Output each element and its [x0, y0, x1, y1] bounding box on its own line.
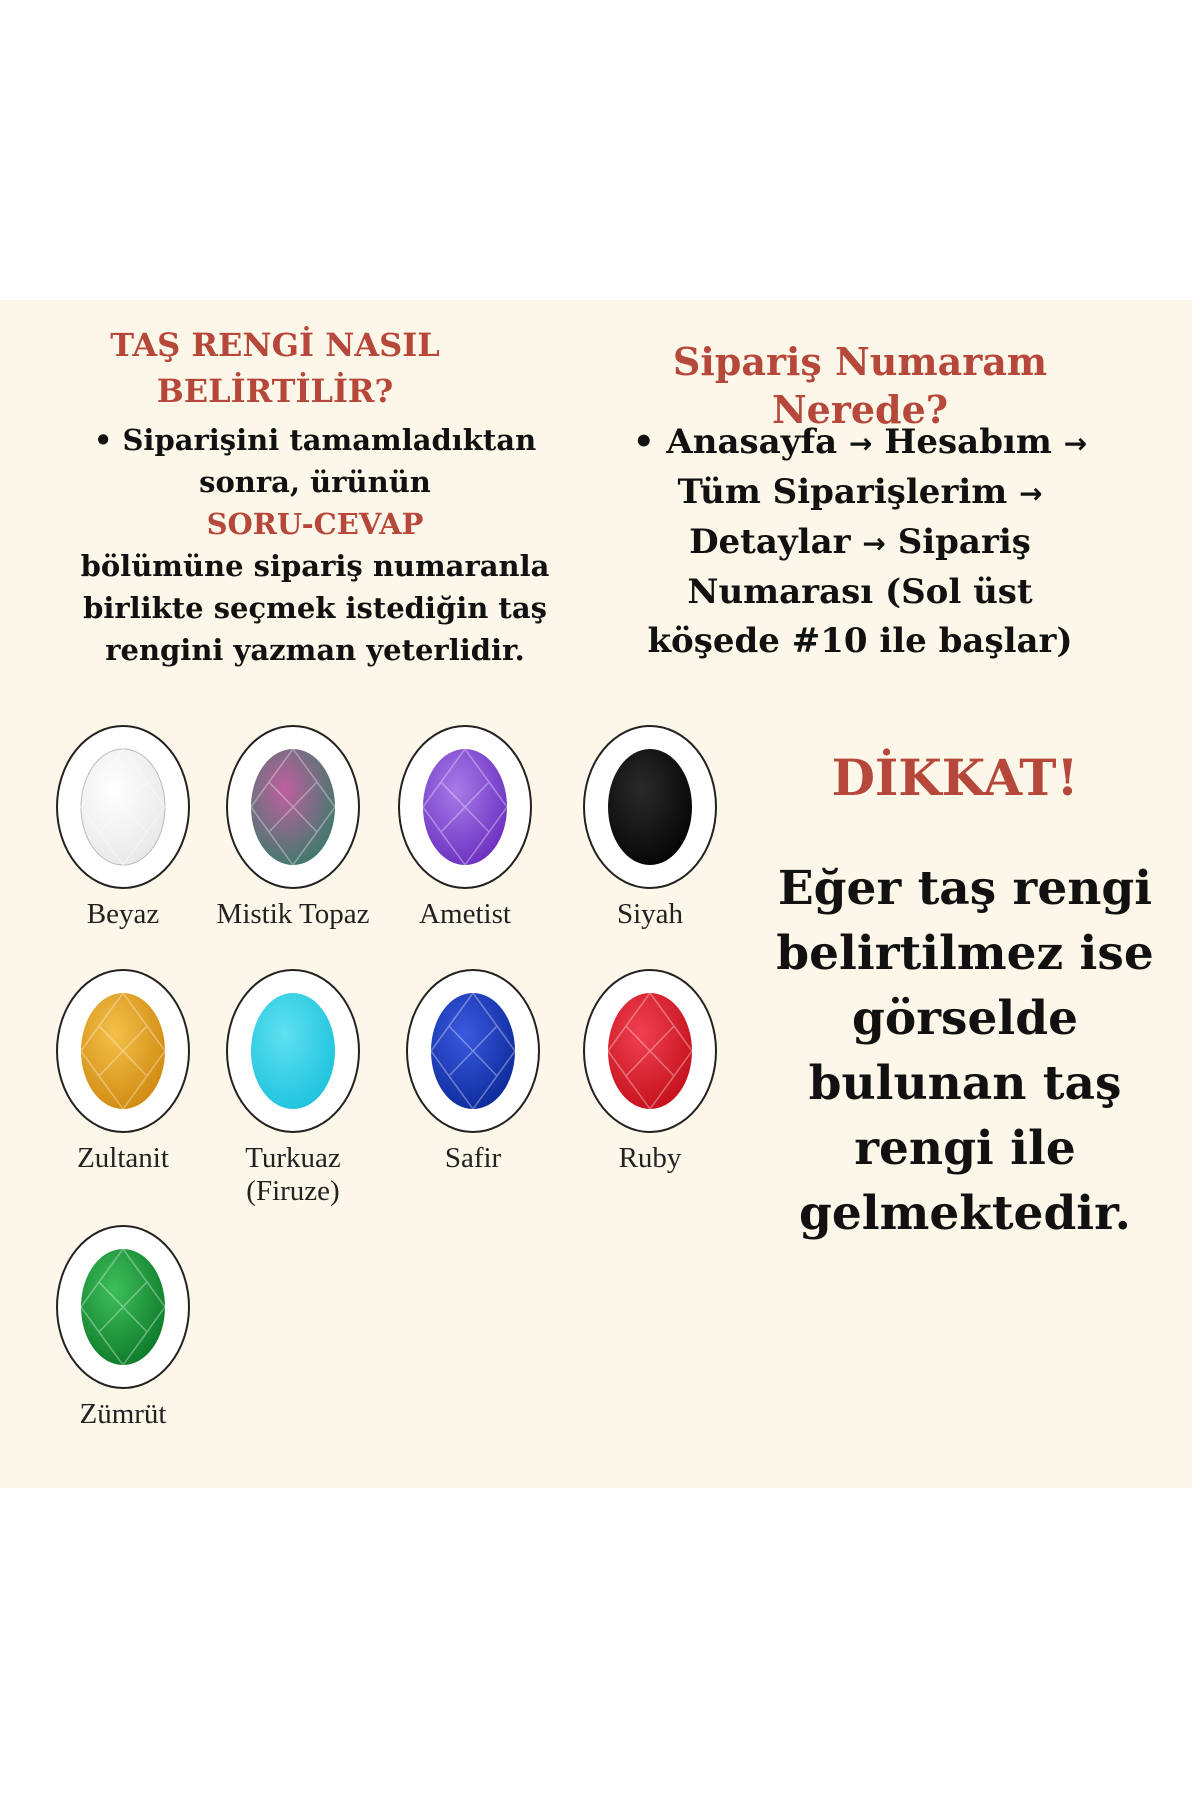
- instruction-line-5: rengini yazman yeterlidir.: [105, 633, 525, 667]
- warning-title: DİKKAT!: [831, 748, 1079, 807]
- bullet: •: [93, 423, 113, 457]
- warning-line-5: rengi ile: [854, 1121, 1076, 1176]
- arrow-icon: →: [862, 527, 886, 560]
- stone-swatch: [565, 966, 735, 1175]
- color-selection-heading: [60, 322, 490, 414]
- gem-stone: [608, 749, 692, 865]
- stone-swatch: [380, 722, 550, 931]
- instruction-line-3: bölümüne sipariş numaranla: [80, 549, 550, 583]
- instruction-line-1: Siparişini tamamladıktan: [122, 423, 537, 457]
- warning-line-4: bulunan taş: [808, 1056, 1122, 1111]
- order-number-steps: [590, 418, 1130, 666]
- stone-label: Zultanit: [77, 1142, 169, 1174]
- instruction-line-4: birlikte seçmek istediğin taş: [83, 591, 547, 625]
- heading-line-2: BELİRTİLİR?: [156, 372, 394, 410]
- stone-swatch: [38, 966, 208, 1175]
- gem-icon: [403, 966, 543, 1136]
- warning-line-1: Eğer taş rengi: [777, 861, 1153, 916]
- arrow-icon: →: [1019, 477, 1043, 510]
- step-hesabim: Hesabım: [884, 422, 1052, 462]
- stone-swatch: [38, 722, 208, 931]
- soru-cevap-highlight: SORU-CEVAP: [206, 507, 424, 541]
- instruction-line-2: sonra, ürünün: [199, 465, 431, 499]
- gem-icon: [580, 722, 720, 892]
- gem-icon: [53, 1222, 193, 1392]
- gem-stone: [251, 993, 335, 1109]
- step-kosede: köşede #10 ile başlar): [647, 621, 1073, 661]
- gem-icon: [580, 966, 720, 1136]
- step-tum-siparislerim: Tüm Siparişlerim: [677, 472, 1008, 512]
- step-detaylar: Detaylar: [689, 522, 851, 562]
- warning-line-2: belirtilmez ise: [776, 926, 1154, 981]
- stone-label: Turkuaz: [245, 1142, 341, 1174]
- stone-swatch: [388, 966, 558, 1175]
- warning-line-6: gelmektedir.: [799, 1186, 1131, 1241]
- step-numarasi: Numarası (Sol üst: [687, 572, 1033, 612]
- bullet: •: [632, 422, 655, 462]
- arrow-icon: →: [1063, 427, 1088, 460]
- warning-line-3: görselde: [852, 991, 1078, 1046]
- gem-icon: [53, 966, 193, 1136]
- stone-label: Beyaz: [86, 898, 160, 930]
- stone-label: Ametist: [419, 898, 511, 930]
- color-selection-instructions: [45, 419, 585, 671]
- stone-label: Safir: [444, 1142, 502, 1174]
- stone-swatch: [565, 722, 735, 931]
- arrow-icon: →: [848, 427, 873, 460]
- stone-label: Siyah: [616, 898, 684, 930]
- gem-icon: [53, 722, 193, 892]
- stone-label: Mistik Topaz: [216, 898, 370, 930]
- stone-swatch: [208, 722, 378, 931]
- stone-label: Ruby: [618, 1142, 682, 1174]
- heading-line-1: TAŞ RENGİ NASIL: [110, 326, 440, 364]
- gem-icon: [223, 966, 363, 1136]
- stone-label: Zümrüt: [79, 1398, 167, 1430]
- stone-label-secondary: (Firuze): [246, 1175, 340, 1207]
- gem-icon: [395, 722, 535, 892]
- warning-text: [760, 856, 1170, 1246]
- step-siparis: Sipariş: [897, 522, 1031, 562]
- stone-swatch: [208, 966, 378, 1208]
- gem-icon: [223, 722, 363, 892]
- step-anasayfa: Anasayfa: [666, 422, 838, 462]
- stone-swatch: [38, 1222, 208, 1431]
- order-number-heading: Sipariş Numaram Nerede?: [672, 339, 1048, 432]
